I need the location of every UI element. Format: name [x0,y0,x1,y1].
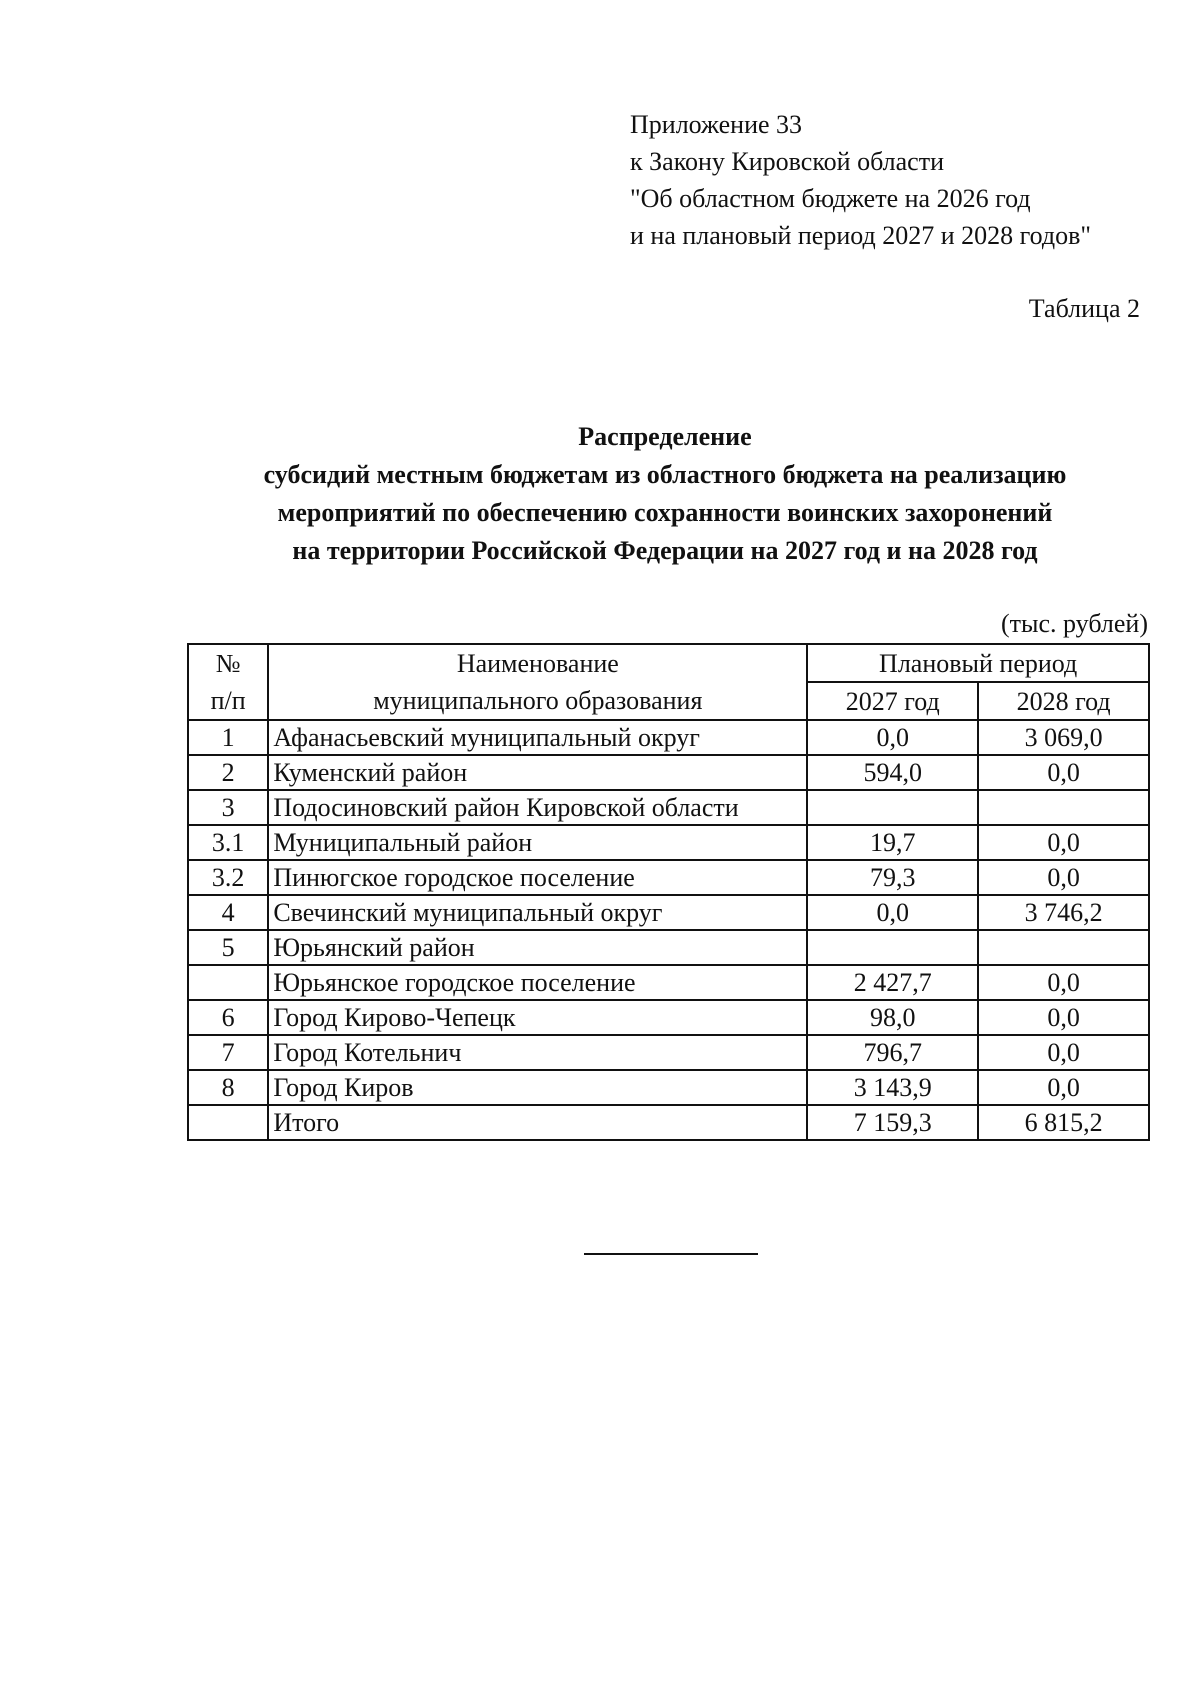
row-value-2028-cell [978,790,1149,825]
row-value-2027-cell: 19,7 [807,825,978,860]
table-row [188,755,1149,790]
row-value-2028-cell: 6 815,2 [978,1105,1149,1140]
row-number-cell: 7 [188,1035,268,1070]
appendix-line: к Закону Кировской области [630,147,944,176]
table-row [188,1070,1149,1105]
row-value-2028-cell: 0,0 [978,755,1149,790]
row-name-cell: Юрьянский район [268,930,807,965]
table-row [188,860,1149,895]
table-row [188,965,1149,1000]
header-name-line: муниципального образования [373,686,703,715]
title-line: на территории Российской Федерации на 2027 год и на 2028 год [292,536,1038,565]
row-value-2028-cell: 0,0 [978,1070,1149,1105]
table-row [188,720,1149,755]
table-row [188,1105,1149,1140]
row-name-cell: Итого [268,1105,807,1140]
header-year-2027: 2027 год [807,682,978,720]
appendix-line: "Об областном бюджете на 2026 год [630,184,1031,213]
row-name-cell: Юрьянское городское поселение [268,965,807,1000]
row-value-2028-cell: 0,0 [978,1000,1149,1035]
appendix-line: и на плановый период 2027 и 2028 годов" [630,221,1092,250]
row-name-cell: Свечинский муниципальный округ [268,895,807,930]
row-value-2028-cell: 0,0 [978,860,1149,895]
appendix-line: Приложение 33 [630,110,803,139]
closing-separator-line [584,1253,758,1255]
row-number-cell: 6 [188,1000,268,1035]
row-value-2028-cell: 3 746,2 [978,895,1149,930]
row-name-cell: Город Киров [268,1070,807,1105]
document-title [210,418,1120,570]
title-line: мероприятий по обеспечению сохранности воинских захоронений [277,498,1053,527]
row-value-2028-cell: 3 069,0 [978,720,1149,755]
table-number: Таблица 2 [1028,294,1140,323]
row-value-2027-cell: 0,0 [807,895,978,930]
table-row [188,1035,1149,1070]
units-label: (тыс. рублей) [1000,609,1148,638]
row-number-cell: 5 [188,930,268,965]
row-value-2027-cell: 2 427,7 [807,965,978,1000]
row-value-2027-cell: 796,7 [807,1035,978,1070]
table-row [188,1000,1149,1035]
table-row [188,825,1149,860]
row-value-2027-cell: 98,0 [807,1000,978,1035]
header-number-symbol: № [215,649,241,678]
header-year-2028: 2028 год [978,682,1149,720]
row-number-cell [188,965,268,1000]
header-name-cell [268,644,807,720]
row-name-cell: Пинюгское городское поселение [268,860,807,895]
row-value-2027-cell: 79,3 [807,860,978,895]
title-line: субсидий местным бюджетам из областного бюджета на реализацию [263,460,1067,489]
row-value-2027-cell [807,790,978,825]
row-value-2028-cell: 0,0 [978,825,1149,860]
row-number-cell: 3 [188,790,268,825]
row-number-cell: 2 [188,755,268,790]
row-value-2027-cell: 0,0 [807,720,978,755]
row-value-2027-cell: 594,0 [807,755,978,790]
row-name-cell: Подосиновский район Кировской области [268,790,807,825]
header-number-abbrev: п/п [210,686,246,715]
row-value-2028-cell: 0,0 [978,965,1149,1000]
table-header-row [188,644,1149,682]
row-number-cell: 1 [188,720,268,755]
subsidy-table [187,643,1150,1141]
row-name-cell: Город Кирово-Чепецк [268,1000,807,1035]
row-name-cell: Муниципальный район [268,825,807,860]
row-number-cell: 4 [188,895,268,930]
appendix-reference [630,106,1091,254]
row-value-2027-cell: 3 143,9 [807,1070,978,1105]
row-number-cell: 3.1 [188,825,268,860]
header-name-line: Наименование [456,649,619,678]
row-value-2027-cell: 7 159,3 [807,1105,978,1140]
row-name-cell: Афанасьевский муниципальный округ [268,720,807,755]
row-value-2027-cell [807,930,978,965]
row-number-cell: 8 [188,1070,268,1105]
header-number-cell [188,644,268,720]
table-row [188,930,1149,965]
title-line: Распределение [578,422,752,451]
header-period-cell: Плановый период [807,644,1149,682]
row-name-cell: Куменский район [268,755,807,790]
row-number-cell: 3.2 [188,860,268,895]
table-row [188,790,1149,825]
row-value-2028-cell [978,930,1149,965]
row-name-cell: Город Котельнич [268,1035,807,1070]
table-row [188,895,1149,930]
row-number-cell [188,1105,268,1140]
row-value-2028-cell: 0,0 [978,1035,1149,1070]
